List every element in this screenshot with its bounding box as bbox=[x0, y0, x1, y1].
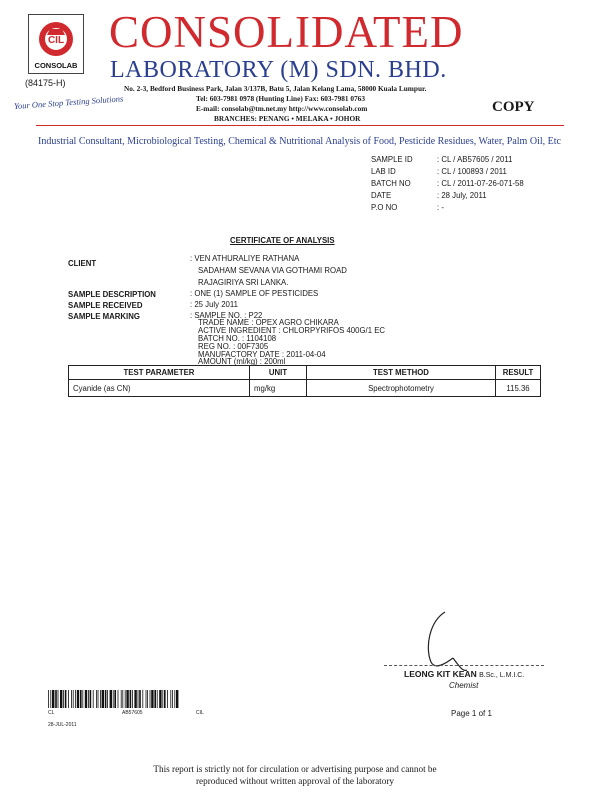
footer-line: reproduced without written approval of the laboratory bbox=[196, 776, 394, 786]
registration-number: (84175-H) bbox=[25, 78, 66, 88]
client-line: : VEN ATHURALIYE RATHANA bbox=[190, 254, 300, 263]
table-header-row bbox=[69, 366, 541, 380]
signer-name-text: LEONG KIT KEAN bbox=[404, 669, 477, 679]
company-phone: Tel: 603-7981 0978 (Hunting Line) Fax: 603-7981 0763 bbox=[196, 94, 365, 103]
cell-result: 115.36 bbox=[496, 380, 541, 397]
sample-received-label: SAMPLE RECEIVED bbox=[68, 301, 143, 310]
marking-line: AMOUNT (ml/kg) : 200ml bbox=[198, 357, 286, 366]
results-table bbox=[68, 365, 541, 397]
column-header: TEST PARAMETER bbox=[69, 366, 250, 380]
cell-method: Spectrophotometry bbox=[307, 380, 496, 397]
marking-line: BATCH NO. : 1104108 bbox=[198, 334, 277, 343]
handwritten-signature bbox=[415, 608, 475, 678]
signer-title: Chemist bbox=[449, 681, 479, 690]
sample-received-value: : 25 July 2011 bbox=[190, 300, 238, 309]
footer-line: This report is strictly not for circulation or advertising purpose and cannot be bbox=[153, 764, 437, 774]
barcode-icon bbox=[48, 690, 181, 708]
footer-disclaimer bbox=[150, 763, 440, 787]
logo-text: CIL bbox=[47, 35, 65, 46]
meta-value: : 28 July, 2011 bbox=[437, 191, 487, 200]
barcode-code-left: CL bbox=[48, 710, 55, 716]
company-branches: BRANCHES: PENANG • MELAKA • JOHOR bbox=[214, 114, 361, 123]
meta-value: : CL / 100893 / 2011 bbox=[437, 167, 507, 176]
cell-parameter: Cyanide (as CN) bbox=[69, 380, 250, 397]
company-email: E-mail: consolab@tm.net.my http://www.consolab.com bbox=[196, 104, 368, 113]
meta-value: : - bbox=[437, 203, 444, 212]
sample-description-value: : ONE (1) SAMPLE OF PESTICIDES bbox=[190, 289, 319, 298]
marking-line: REG NO. : 00F7305 bbox=[198, 342, 269, 351]
flask-logo-icon bbox=[29, 15, 83, 73]
company-name: CONSOLIDATED bbox=[109, 7, 464, 57]
tagline: Your One Stop Testing Solutions bbox=[13, 93, 124, 111]
meta-label: BATCH NO bbox=[371, 179, 411, 188]
meta-label: DATE bbox=[371, 191, 392, 200]
certificate-title: CERTIFICATE OF ANALYSIS bbox=[230, 236, 335, 245]
cell-unit: mg/kg bbox=[250, 380, 307, 397]
header-divider bbox=[36, 125, 564, 126]
signer-credentials: B.Sc., L.M.I.C. bbox=[479, 672, 525, 679]
column-header: TEST METHOD bbox=[307, 366, 496, 380]
barcode-code-middle: AB57605 bbox=[122, 710, 143, 716]
marking-line: TRADE NAME : OPEX AGRO CHIKARA bbox=[198, 318, 339, 327]
meta-label: P.O NO bbox=[371, 203, 398, 212]
barcode-code-right: CIL bbox=[196, 710, 204, 716]
signature-line bbox=[384, 665, 544, 666]
page-number: Page 1 of 1 bbox=[451, 709, 492, 718]
signer-name bbox=[404, 669, 524, 679]
sample-marking-label: SAMPLE MARKING bbox=[68, 312, 140, 321]
marking-line: : SAMPLE NO. : P22 bbox=[190, 311, 263, 320]
table-row bbox=[69, 380, 541, 397]
meta-value: : CL / 2011-07-26-071-58 bbox=[437, 179, 524, 188]
marking-line: ACTIVE INGREDIENT : CHLORPYRIFOS 400G/1 EC bbox=[198, 326, 386, 335]
meta-label: LAB ID bbox=[371, 167, 396, 176]
services-line: Industrial Consultant, Microbiological Testing, Chemical & Nutritional Analysis of Food, Pesticide Residues, Water, Palm Oil, Etc bbox=[38, 136, 561, 147]
company-logo bbox=[28, 14, 84, 74]
column-header: UNIT bbox=[250, 366, 307, 380]
copy-stamp: COPY bbox=[492, 99, 535, 115]
client-line: RAJAGIRIYA SRI LANKA. bbox=[198, 278, 289, 287]
client-label: CLIENT bbox=[68, 259, 97, 268]
barcode-date: 28-JUL-2011 bbox=[48, 722, 77, 728]
marking-line: MANUFACTORY DATE : 2011-04-04 bbox=[198, 350, 326, 359]
company-subtitle: LABORATORY (M) SDN. BHD. bbox=[110, 57, 447, 83]
meta-value: : CL / AB57605 / 2011 bbox=[437, 155, 513, 164]
sample-description-label: SAMPLE DESCRIPTION bbox=[68, 290, 156, 299]
meta-label: SAMPLE ID bbox=[371, 155, 413, 164]
client-line: SADAHAM SEVANA VIA GOTHAMI ROAD bbox=[198, 266, 347, 275]
column-header: RESULT bbox=[496, 366, 541, 380]
company-address: No. 2-3, Bedford Business Park, Jalan 3/137B, Batu 5, Jalan Kelang Lama, 58000 Kuala Lumpur. bbox=[124, 84, 427, 93]
logo-brand: CONSOLAB bbox=[34, 61, 78, 70]
